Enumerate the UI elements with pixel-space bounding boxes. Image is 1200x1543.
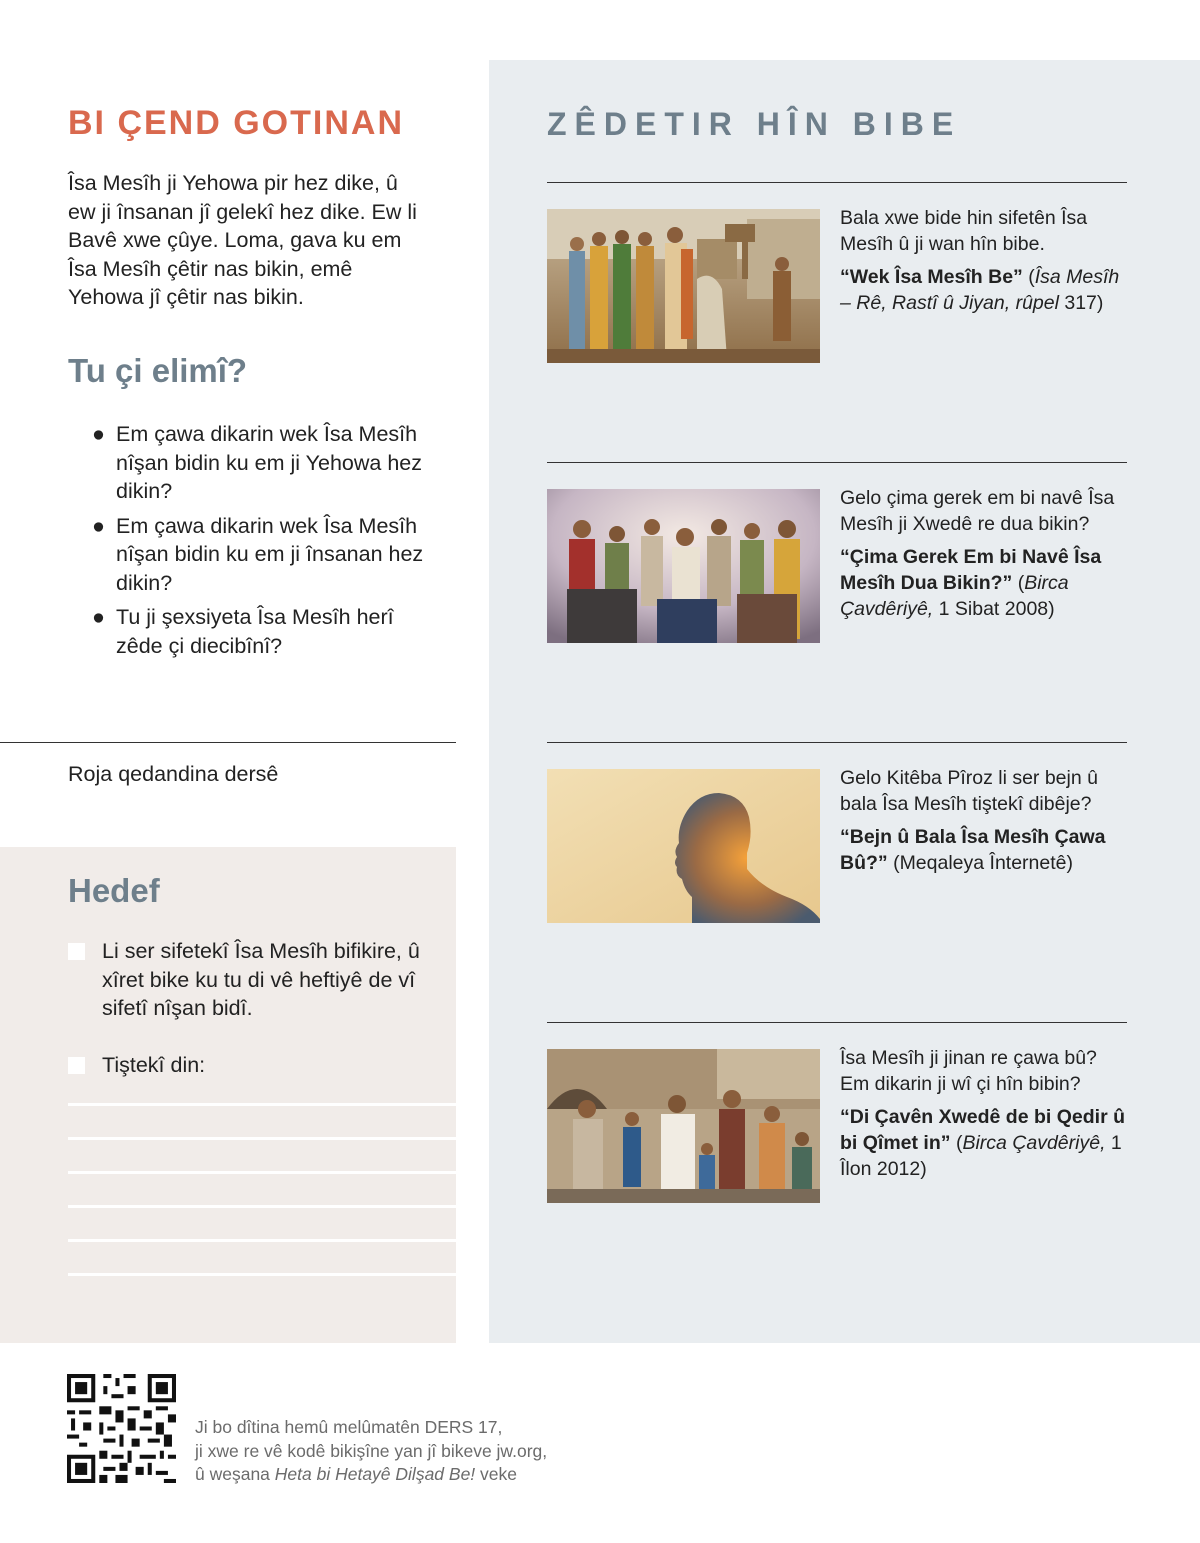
writing-line[interactable] xyxy=(68,1103,456,1106)
goal-checkbox[interactable] xyxy=(68,943,85,960)
resource-link[interactable]: “Wek Îsa Mesîh Be” (Îsa Mesîh – Rê, Rastî û Jiyan, rûpel 317) xyxy=(840,266,1120,314)
resource-description: Bala xwe bide hin sifetên Îsa Mesîh û ji wan hîn bibe. “Wek Îsa Mesîh Be” (Îsa Mesîh – Rê, Rastî û Jiyan, rûpel 317) xyxy=(840,205,1130,316)
goal-item[interactable] xyxy=(68,937,438,1023)
jesus-teaching-apostles-image[interactable] xyxy=(547,489,820,643)
divider xyxy=(547,1022,1127,1023)
summary-heading: BI ÇEND GOTINAN xyxy=(68,104,404,142)
completion-date-label[interactable]: Roja qedandina dersê xyxy=(68,762,279,786)
bullet-icon: ● xyxy=(92,422,105,446)
resource-description: Gelo Kitêba Pîroz li ser bejn û bala Îsa Mesîh tiştekî dibêje? “Bejn û Bala Îsa Mesîh Çawa Bû?” (Meqaleya Înternetê) xyxy=(840,765,1130,876)
goal-item-text: Li ser sifetekî Îsa Mesîh bifikire, û xîret bike ku tu di vê heftiyê de vî sifetî nîşan bidî. xyxy=(102,939,420,1020)
goal-checkbox[interactable] xyxy=(68,1057,85,1074)
goal-item[interactable] xyxy=(68,1051,438,1080)
qr-code-icon[interactable] xyxy=(67,1374,176,1483)
jesus-disciples-street-image[interactable] xyxy=(547,209,820,363)
writing-line[interactable] xyxy=(68,1205,456,1208)
divider xyxy=(0,742,456,743)
footer-note: Ji bo dîtina hemû melûmatên DERS 17, ji xwe re vê kodê bikişîne yan jî bikeve jw.org, û weşana Heta bi Hetayê Dilşad Be! veke xyxy=(195,1417,548,1484)
goal-item-text: Tiştekî din: xyxy=(102,1053,206,1077)
bullet-icon: ● xyxy=(92,513,105,538)
resource-link[interactable]: “Bejn û Bala Îsa Mesîh Çawa Bû?” (Meqaleya Înternetê) xyxy=(840,826,1106,874)
goal-heading: Hedef xyxy=(68,872,160,909)
more-learning-heading: ZÊDETIR HÎN BIBE xyxy=(547,106,962,142)
review-question: ● Em çawa dikarin wek Îsa Mesîh nîşan bidin ku em ji Yehowa hez dikin? xyxy=(92,422,422,503)
writing-line[interactable] xyxy=(68,1171,456,1174)
goal-box xyxy=(0,847,456,1343)
divider xyxy=(547,462,1127,463)
writing-line[interactable] xyxy=(68,1273,456,1276)
review-heading: Tu çi elimî? xyxy=(68,352,248,389)
divider xyxy=(547,742,1127,743)
review-question-list xyxy=(92,420,442,666)
review-question: ● Tu ji şexsiyeta Îsa Mesîh herî zêde çi diecibînî? xyxy=(92,605,394,658)
summary-paragraph: Îsa Mesîh ji Yehowa pir hez dike, û ew ji însanan jî gelekî hez dike. Ew li Bavê xwe çûye. Loma, gava ku em Îsa Mesîh çêtir nas bikin, emê Yehowa jî çêtir nas bikin. xyxy=(68,171,417,309)
writing-line[interactable] xyxy=(68,1239,456,1242)
resource-link[interactable]: “Çima Gerek Em bi Navê Îsa Mesîh Dua Bikin?” (Birca Çavdêriyê, 1 Sibat 2008) xyxy=(840,546,1102,620)
jesus-women-children-image[interactable] xyxy=(547,1049,820,1203)
writing-line[interactable] xyxy=(68,1137,456,1140)
resource-description: Îsa Mesîh ji jinan re çawa bû? Em dikarin ji wî çi hîn bibin? “Di Çavên Xwedê de bi Qedir û bi Qîmet in” (Birca Çavdêriyê, 1 Îlon 2012) xyxy=(840,1045,1130,1182)
divider xyxy=(547,182,1127,183)
resource-description: Gelo çima gerek em bi navê Îsa Mesîh ji Xwedê re dua bikin? “Çima Gerek Em bi Navê Îsa Mesîh Dua Bikin?” (Birca Çavdêriyê, 1 Sibat 2008) xyxy=(840,485,1130,622)
bullet-icon: ● xyxy=(92,605,105,629)
review-question: ● Em çawa dikarin wek Îsa Mesîh nîşan bidin ku em ji însanan hez dikin? xyxy=(92,513,424,595)
resource-link[interactable]: “Di Çavên Xwedê de bi Qedir û bi Qîmet in” (Birca Çavdêriyê, 1 Îlon 2012) xyxy=(840,1106,1125,1180)
silhouette-profile-image[interactable] xyxy=(547,769,820,923)
